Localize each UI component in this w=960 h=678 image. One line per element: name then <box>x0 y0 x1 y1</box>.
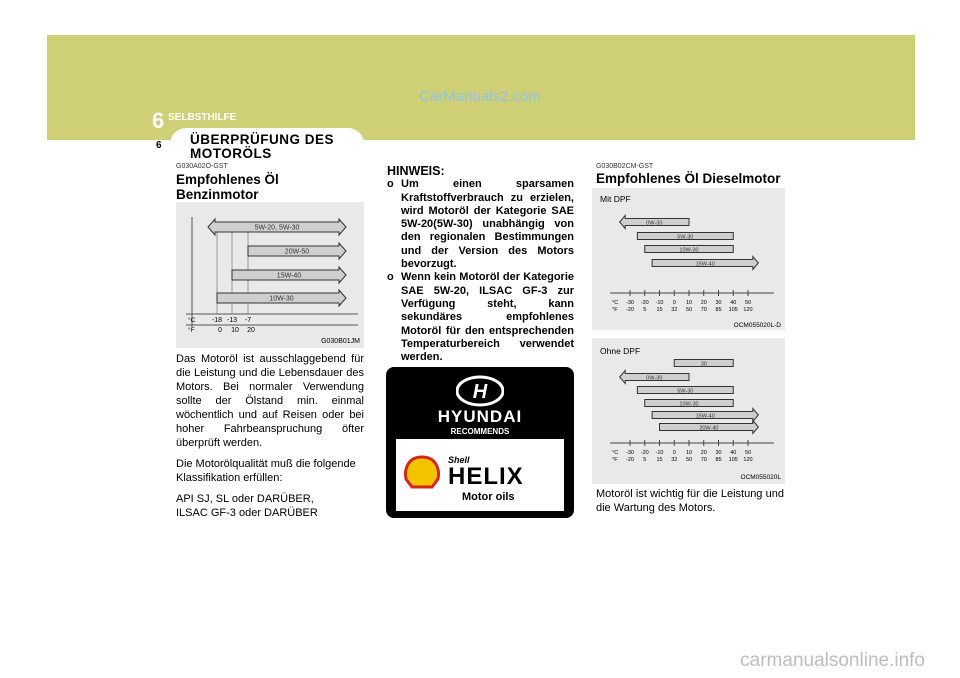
tick-label-f: 15 <box>656 307 663 313</box>
tick-label-c: 10 <box>685 300 693 306</box>
tick-label-f: -20 <box>626 457 634 463</box>
tick-label-f: 32 <box>671 307 678 313</box>
tick-label-c: 50 <box>744 300 752 306</box>
bullet: o <box>387 178 394 191</box>
tick-label-c: 50 <box>744 450 752 456</box>
figure-code: OCM055020L <box>740 474 781 481</box>
unit-fahrenheit: °F <box>612 307 618 313</box>
tick-label-c: -13 <box>226 317 238 324</box>
tick-label-c: -20 <box>640 300 649 306</box>
tick-label-c: -30 <box>626 300 634 306</box>
tick-label-c: -20 <box>640 450 649 456</box>
svg-text:H: H <box>472 381 488 403</box>
tick-label-f: 50 <box>685 307 693 313</box>
chapter-title: SELBSTHILFE <box>168 112 237 123</box>
oil-range-label: 10W-30 <box>679 247 699 254</box>
tick-label-f: 10 <box>231 327 239 334</box>
diesel-footer-text: Motoröl ist wichtig für die Leistung und die Wartung des Motors. <box>596 488 784 514</box>
oil-range-label: 0W-30 <box>646 375 663 382</box>
gasoline-code: G030A02O-GST <box>176 163 228 170</box>
oil-range-label: 5W-30 <box>677 234 694 241</box>
note-title: HINWEIS: <box>387 164 445 178</box>
tick-label-f: 15 <box>656 457 663 463</box>
tick-label-f: 50 <box>685 457 693 463</box>
tick-label-c: 40 <box>730 450 737 456</box>
gasoline-title: Empfohlenes Öl Benzinmotor <box>176 172 279 202</box>
tick-label-f: 85 <box>715 307 722 313</box>
tick-label-c: 30 <box>715 450 722 456</box>
note-box <box>387 165 574 364</box>
unit-celsius: °C <box>612 300 619 306</box>
oil-range-label: 0W-30 <box>646 220 663 227</box>
tick-label-f: 0 <box>218 327 222 334</box>
tick-label-f: 32 <box>671 457 678 463</box>
oil-range-label: 15W-40 <box>695 261 715 268</box>
oil-range-label: 5W-30 <box>677 388 694 395</box>
paragraph: Das Motoröl ist ausschlaggebend für die Leistung und die Lebensdauer des Motors. Bei normaler Verwendung sollte der Ölstand min. einmal wöchentlich und auf Reisen oder bei hoher Fahrbeanspruchung öfter überprüft werden. <box>176 353 364 449</box>
oil-range-label: 20W-40 <box>699 425 719 432</box>
tick-label-f: 120 <box>743 457 753 463</box>
oil-range-label: 10W-30 <box>269 295 294 303</box>
figure-code: OCM055020L-D <box>733 322 781 329</box>
tick-label-c: -18 <box>211 317 223 324</box>
diesel-code: G030B02CM-GST <box>596 163 654 170</box>
helix-label: HELIX <box>448 463 524 490</box>
tick-label-c: -10 <box>655 300 664 306</box>
tick-label-f: 5 <box>643 307 647 313</box>
note-item <box>387 178 574 271</box>
tick-label-c: 0 <box>672 300 676 306</box>
tick-label-f: 70 <box>700 457 707 463</box>
gasoline-chart <box>176 202 364 348</box>
tick-label-f: 120 <box>743 307 753 313</box>
figure-code: G030B01JM <box>321 338 360 345</box>
hyundai-logo-icon <box>456 375 504 407</box>
gasoline-text <box>176 352 364 520</box>
chart-label: Mit DPF <box>600 194 631 204</box>
tick-label-f: 20 <box>247 327 255 334</box>
oil-range-label: 15W-40 <box>695 413 715 420</box>
tick-label-f: 5 <box>643 457 647 463</box>
unit-celsius: °C <box>612 450 619 456</box>
unit-celsius: °C <box>188 317 196 324</box>
tick-label-c: 0 <box>672 450 676 456</box>
hyundai-brand: HYUNDAI <box>437 407 523 426</box>
tick-label-c: -30 <box>626 450 634 456</box>
diesel-chart-ohne-dpf <box>592 338 785 484</box>
tick-label-c: 20 <box>700 450 707 456</box>
shell-label: Shell <box>448 455 470 465</box>
tick-label-c: 10 <box>685 450 693 456</box>
shell-logo-icon <box>402 453 442 493</box>
oil-range-label: 10W-30 <box>679 401 699 408</box>
note-text: Um einen sparsamen Kraftstoffverbrauch zu erzielen, wird Motoröl der Kategorie SAE 5W-20(5W-30) unabhängig von den regionalen Bestimmungen und der Version des Motors bevorzugt. <box>401 178 574 271</box>
oil-range-label: 20W-50 <box>284 248 310 256</box>
oil-range-label: 5W-20, 5W-30 <box>254 224 300 232</box>
note-item <box>387 271 574 364</box>
oil-range-label: 15W-40 <box>276 272 302 280</box>
watermark-top[interactable]: CarManuals2.com <box>419 88 541 105</box>
tick-label-f: -20 <box>626 307 634 313</box>
note-text: Wenn kein Motoröl der Kategorie SAE 5W-20, ILSAC GF-3 zur Verfügung steht, kann sekundäres empfohlenes Motoröl für den entsprechenden Temperaturbereich verwendet werden. <box>401 271 574 364</box>
tick-label-f: 85 <box>715 457 722 463</box>
tick-label-f: 105 <box>728 307 738 313</box>
tick-label-c: 30 <box>715 300 722 306</box>
unit-fahrenheit: °F <box>188 327 195 334</box>
shell-helix-logo <box>396 439 564 511</box>
diesel-chart-mit-dpf <box>592 188 785 330</box>
tick-label-c: -10 <box>655 450 664 456</box>
hyundai-shell-ad <box>386 367 574 518</box>
paragraph: API SJ, SL oder DARÜBER, ILSAC GF-3 oder DARÜBER <box>176 493 318 519</box>
tick-label-c: -7 <box>244 317 252 324</box>
tick-label-c: 20 <box>700 300 707 306</box>
paragraph: Die Motorölqualität muß die folgende Klassifikation erfüllen: <box>176 458 356 484</box>
unit-fahrenheit: °F <box>612 457 618 463</box>
diesel-title: Empfohlenes Öl Dieselmotor <box>596 171 781 186</box>
page-number: 6 <box>156 140 162 151</box>
watermark-bottom[interactable]: carmanualsonline.info <box>740 650 925 671</box>
section-title: ÜBERPRÜFUNG DES MOTORÖLS <box>190 132 335 161</box>
bullet: o <box>387 271 394 284</box>
tick-label-c: 40 <box>730 300 737 306</box>
recommends-label: RECOMMENDS <box>450 427 510 436</box>
chapter-number: 6 <box>152 108 165 133</box>
chart-label: Ohne DPF <box>600 346 641 356</box>
tick-label-f: 70 <box>700 307 707 313</box>
motor-oils-label: Motor oils <box>462 491 515 503</box>
tick-label-f: 105 <box>728 457 738 463</box>
oil-range-label: 30 <box>700 361 707 368</box>
